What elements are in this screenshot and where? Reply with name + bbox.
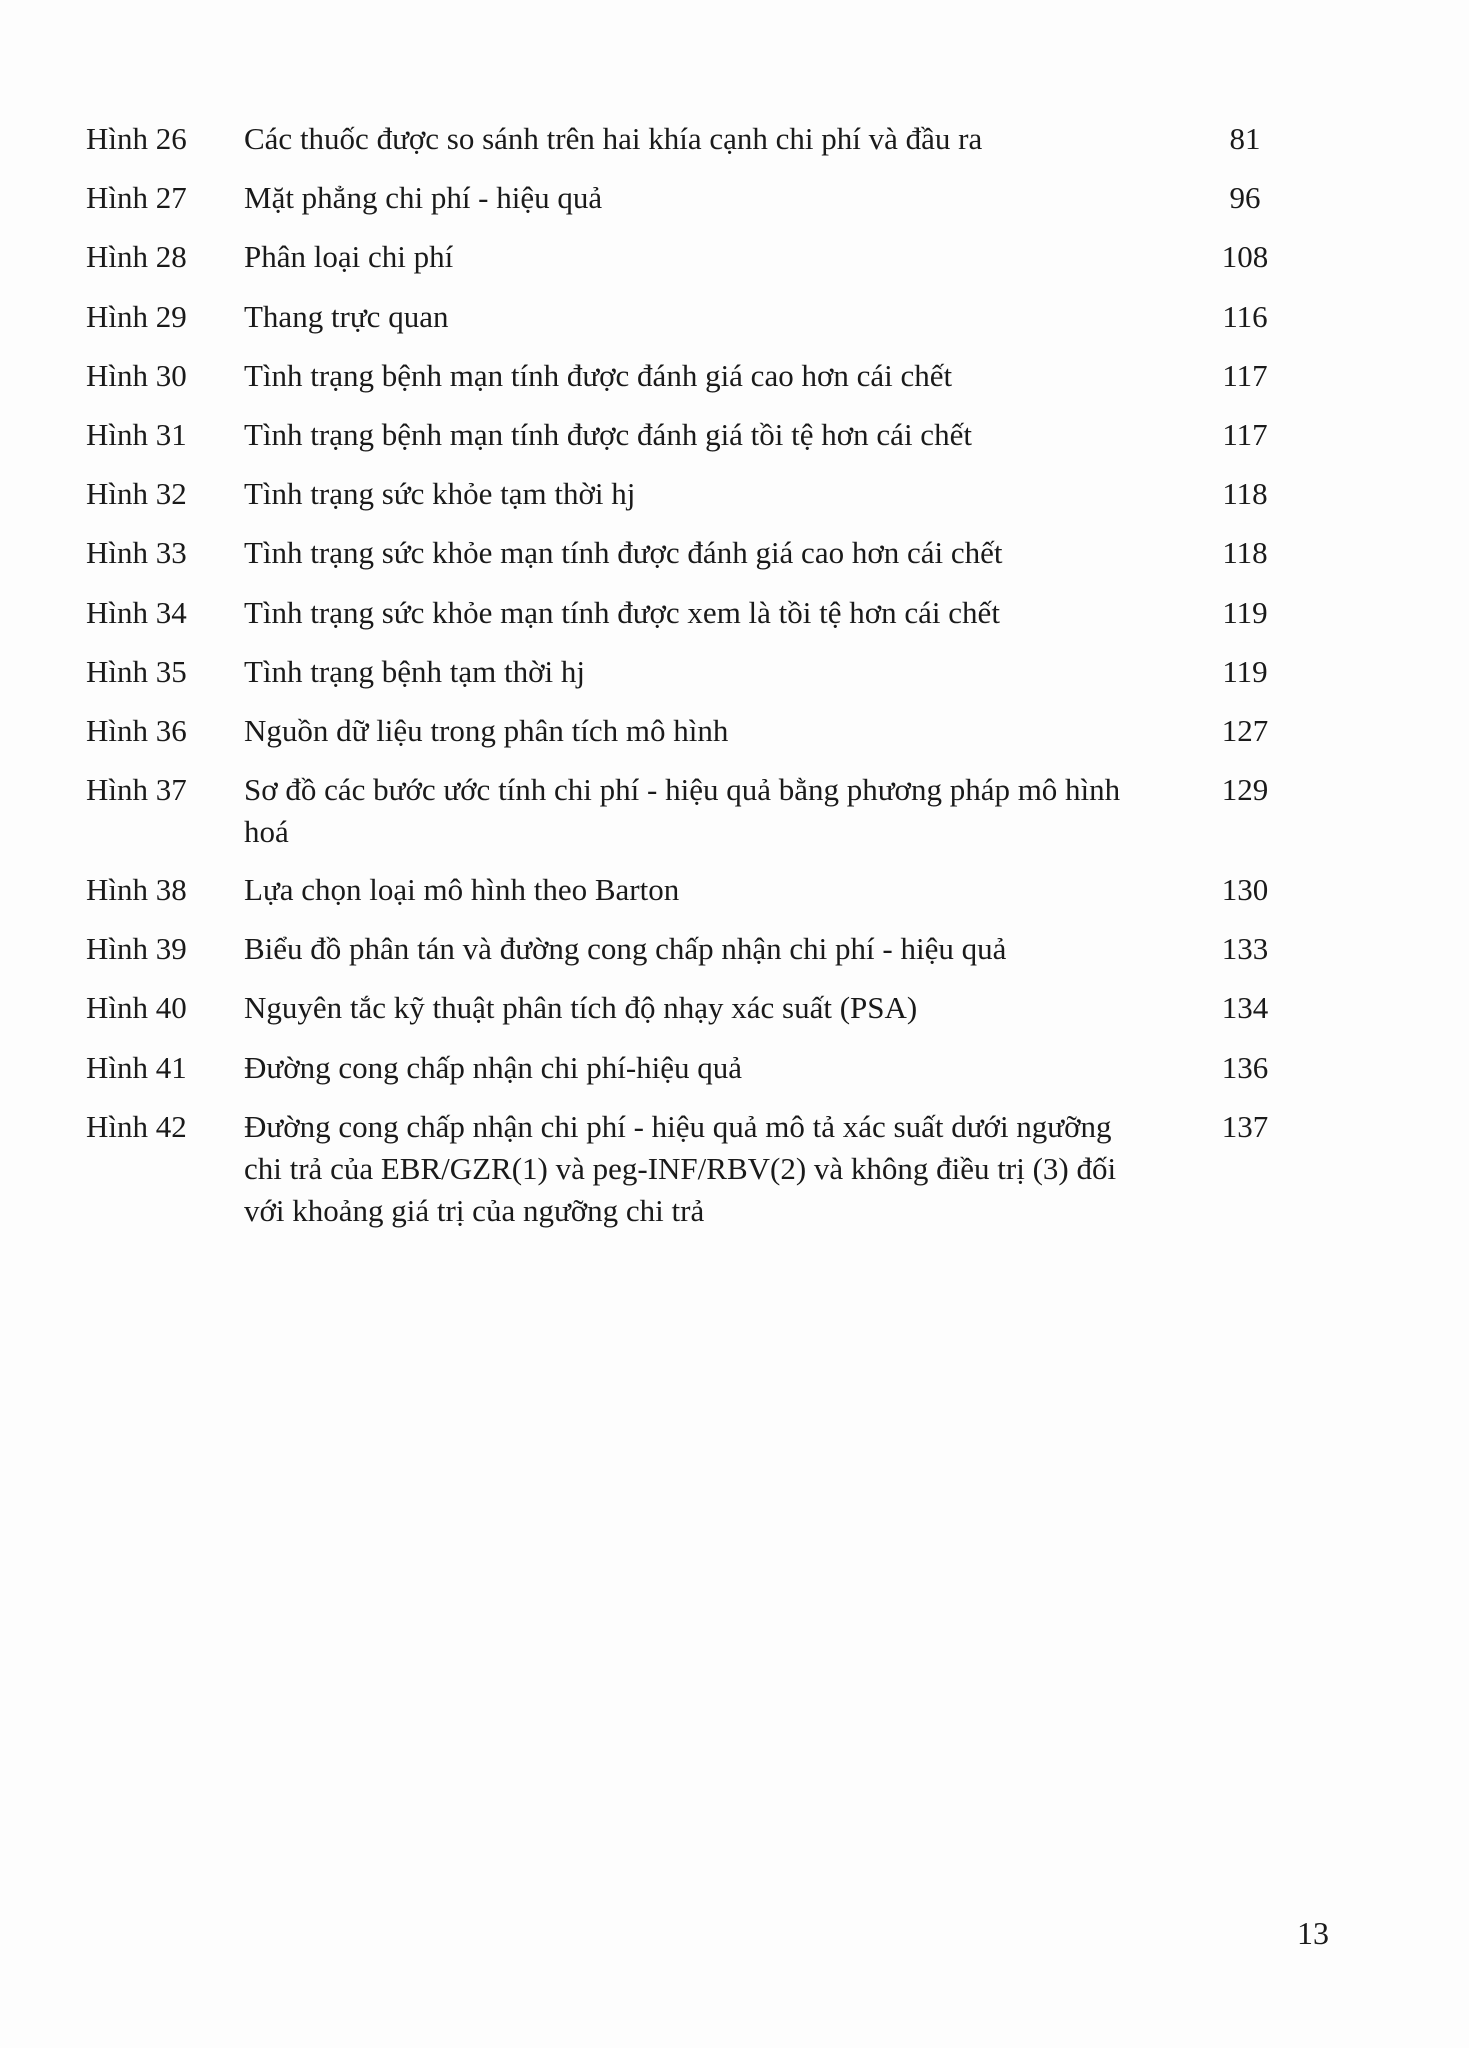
- figure-title: Nguyên tắc kỹ thuật phân tích độ nhạy xác suất (PSA): [244, 990, 918, 1026]
- figure-entry: [86, 869, 1326, 928]
- figure-title: Đường cong chấp nhận chi phí - hiệu quả mô tả xác suất dưới ngưỡng chi trả của EBR/GZR(1) và peg-INF/RBV(2) và không điều trị (3) đối với khoảng giá trị của ngưỡng chi trả: [244, 1108, 1117, 1228]
- figure-title: Tình trạng sức khỏe mạn tính được đánh giá cao hơn cái chết: [244, 535, 1003, 571]
- figure-label: Hình 36: [86, 712, 187, 748]
- figure-title: Các thuốc được so sánh trên hai khía cạnh chi phí và đầu ra: [244, 121, 983, 156]
- figure-page-number: 136: [1221, 1049, 1269, 1085]
- figure-label: Hình 40: [86, 990, 187, 1026]
- figure-title: Tình trạng sức khỏe tạm thời hj: [244, 476, 636, 512]
- figure-label: Hình 26: [86, 121, 187, 156]
- figure-page-number: 119: [1222, 594, 1268, 630]
- figure-title: Tình trạng bệnh mạn tính được đánh giá cao hơn cái chết: [244, 357, 953, 393]
- figure-title: Tình trạng bệnh tạm thời hj: [244, 653, 585, 689]
- figure-page-number: 118: [1222, 535, 1268, 571]
- figure-page-number: 108: [1221, 239, 1269, 275]
- figure-page-number: 117: [1222, 416, 1268, 452]
- figure-page-number: 130: [1221, 872, 1269, 908]
- figure-label: Hình 29: [86, 298, 187, 334]
- figure-entry: [86, 236, 1326, 295]
- figure-label: Hình 39: [86, 931, 187, 967]
- figure-label: Hình 27: [86, 180, 187, 216]
- figure-title: Nguồn dữ liệu trong phân tích mô hình: [244, 712, 729, 748]
- figure-page-number: 127: [1221, 712, 1269, 748]
- figure-page-number: 81: [1229, 121, 1261, 156]
- figure-entry: [86, 118, 1326, 177]
- figure-label: Hình 33: [86, 535, 187, 571]
- figure-page-number: 134: [1221, 990, 1269, 1026]
- figure-entry: [86, 473, 1326, 532]
- figure-title: Phân loại chi phí: [244, 239, 454, 275]
- figure-page-number: 129: [1221, 772, 1269, 808]
- figure-label: Hình 34: [86, 594, 187, 630]
- figure-title: Lựa chọn loại mô hình theo Barton: [244, 872, 680, 908]
- figure-title: Mặt phẳng chi phí - hiệu quả: [244, 180, 603, 216]
- figure-entry: [86, 1047, 1326, 1106]
- figure-page-number: 117: [1222, 357, 1268, 393]
- figure-title: Thang trực quan: [244, 298, 449, 334]
- figure-page-number: 118: [1222, 476, 1268, 512]
- figure-entry: [86, 592, 1326, 651]
- figure-entry: [86, 987, 1326, 1046]
- figure-label: Hình 41: [86, 1049, 187, 1085]
- figure-page-number: 96: [1229, 180, 1261, 216]
- figure-title: Biểu đồ phân tán và đường cong chấp nhận chi phí - hiệu quả: [244, 931, 1007, 967]
- figure-entry: [86, 414, 1326, 473]
- figure-entry: [86, 928, 1326, 987]
- figure-entry: [86, 710, 1326, 769]
- figure-entry: [86, 177, 1326, 236]
- figure-entry: [86, 355, 1326, 414]
- figure-entry: [86, 1106, 1326, 1236]
- list-of-figures: [86, 118, 1326, 1236]
- figure-page-number: 137: [1221, 1108, 1269, 1144]
- page-number: 13: [1297, 1915, 1329, 1951]
- figure-title: Đường cong chấp nhận chi phí-hiệu quả: [244, 1049, 743, 1085]
- figure-label: Hình 35: [86, 653, 187, 689]
- figure-label: Hình 31: [86, 416, 187, 452]
- figure-label: Hình 32: [86, 476, 187, 512]
- figure-title: Tình trạng bệnh mạn tính được đánh giá tồi tệ hơn cái chết: [244, 416, 972, 452]
- figure-title: Tình trạng sức khỏe mạn tính được xem là tồi tệ hơn cái chết: [244, 594, 1000, 630]
- figure-entry: [86, 532, 1326, 591]
- figure-label: Hình 38: [86, 872, 187, 908]
- figure-title: Sơ đồ các bước ước tính chi phí - hiệu quả bằng phương pháp mô hình hoá: [244, 772, 1121, 850]
- figure-label: Hình 42: [86, 1108, 187, 1144]
- figure-page-number: 119: [1222, 653, 1268, 689]
- figure-label: Hình 37: [86, 772, 187, 808]
- figure-label: Hình 30: [86, 357, 187, 393]
- figure-label: Hình 28: [86, 239, 187, 275]
- figure-entry: [86, 769, 1326, 869]
- figure-page-number: 133: [1221, 931, 1269, 967]
- figure-page-number: 116: [1222, 298, 1268, 334]
- figure-entry: [86, 296, 1326, 355]
- figure-entry: [86, 651, 1326, 710]
